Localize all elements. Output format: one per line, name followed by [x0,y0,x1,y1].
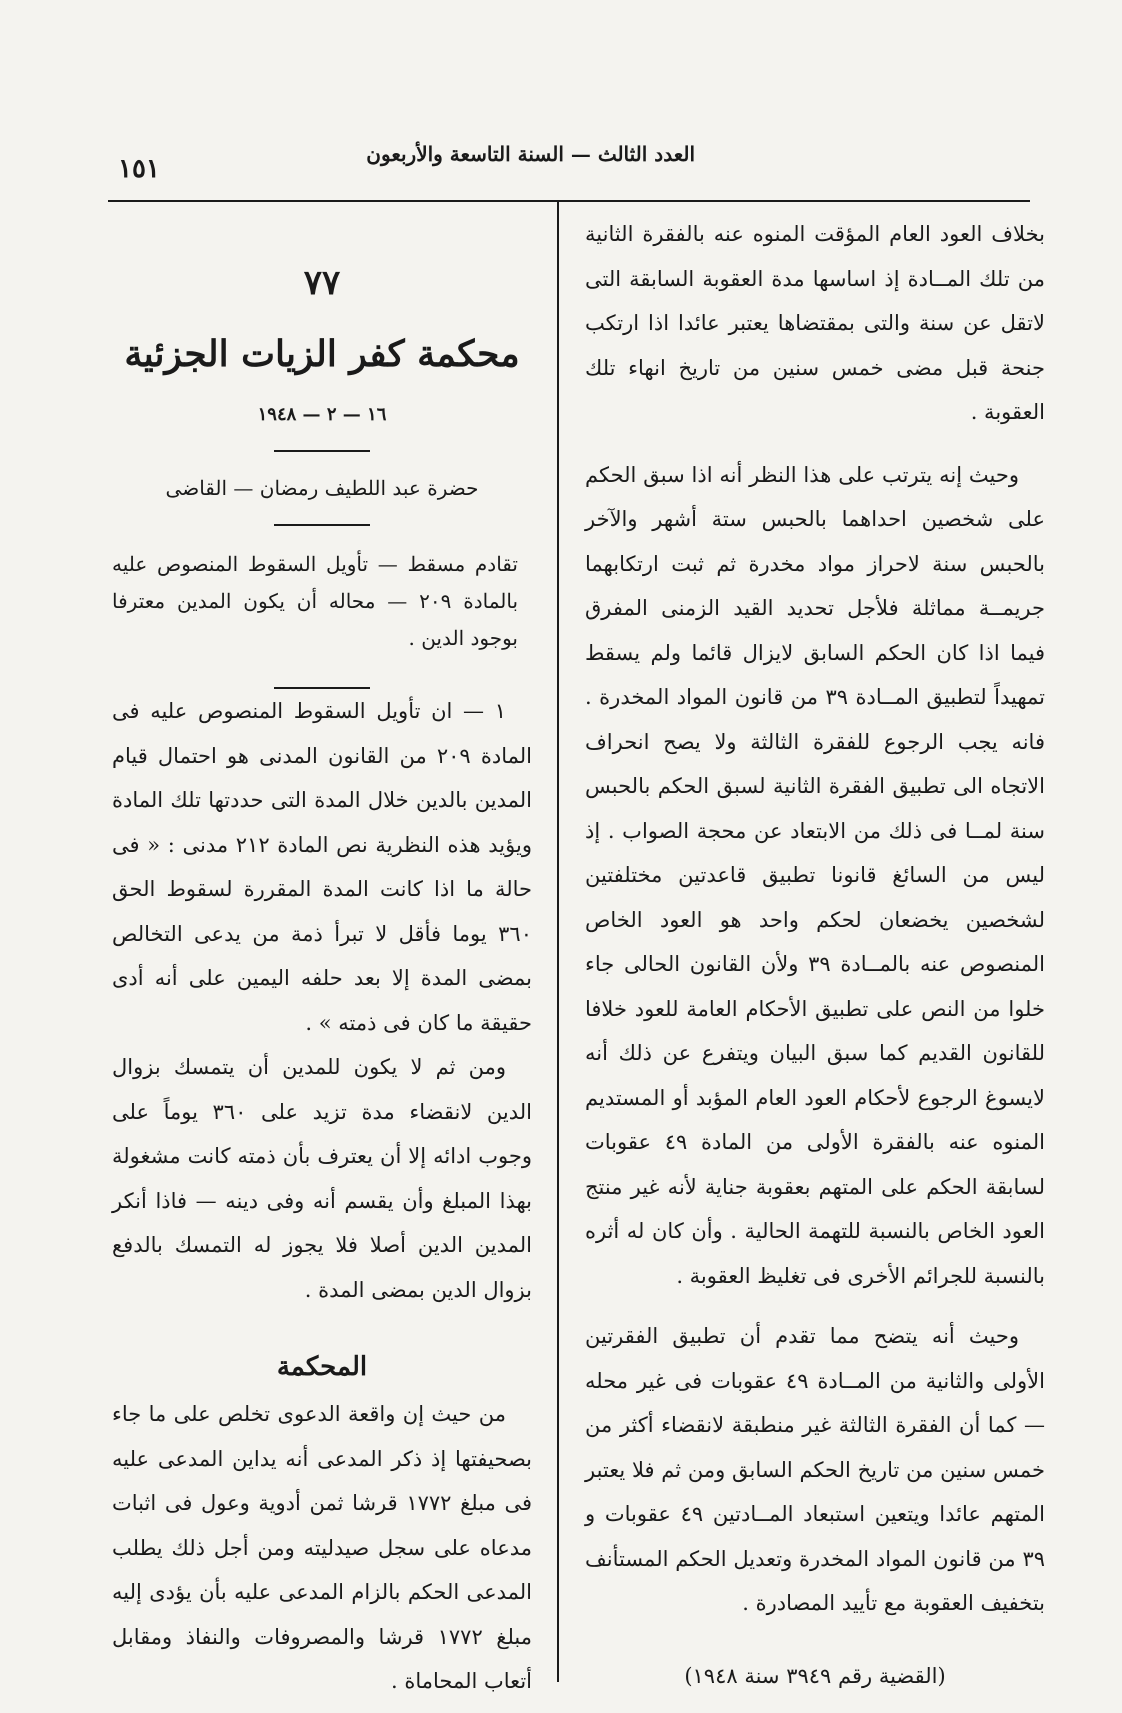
paragraph: وحيث أنه يتضح مما تقدم أن تطبيق الفقرتين الأولى والثانية من المــادة ٤٩ عقوبات فى غير محله — كما أن الفقرة الثالثة غير منطبقة لانقضاء أكثر من خمس سنين من تاريخ الحكم السابق ومن ثم فلا يعتبر المتهم عائدا ويتعين استبعاد المــادتين ٤٩ عقوبات و ٣٩ من قانون المواد المخدرة وتعديل الحكم المستأنف بتخفيف العقوبة مع تأييد المصادرة . [585,1324,1045,1615]
case-number: ٧٧ [303,263,341,303]
issue-title: العدد الثالث — السنة التاسعة والأربعون [366,142,695,166]
case-citation: (القضية رقم ٣٩٤٩ سنة ١٩٤٨) [684,1663,946,1688]
header-divider [108,200,1030,202]
legal-principle: ومن ثم لا يكون للمدين أن يتمسك بزوال الدين لانقضاء مدة تزيد على ٣٦٠ يوماً على وجوب ادائه إلا أن يعترف بأن ذمته كانت مشغولة بهذا المبلغ وأن يقسم أنه وفى دينه — فاذا أنكر المدين الدين أصلا فلا يجوز له التمسك بالدفع بزوال الدين بمضى المدة . [112,1055,532,1302]
case-summary [112,546,518,657]
page-number: ١٥١ [118,154,160,184]
summary-text: تقادم مسقط — تأويل السقوط المنصوص عليه بالمادة ٢٠٩ — محاله أن يكون المدين معترفا بوجود الدين . [112,552,519,650]
section-heading: المحكمة [276,1352,368,1382]
judge-name: حضرة عبد اللطيف رمضان — القاضى [165,476,479,500]
divider [274,524,370,526]
session-date: ١٦ — ٢ — ١٩٤٨ [257,404,387,425]
column-divider [557,202,559,1682]
paragraph: من حيث إن واقعة الدعوى تخلص على ما جاء بصحيفتها إذ ذكر المدعى أنه يداين المدعى عليه فى مبلغ ١٧٧٢ قرشا ثمن أدوية وعول فى اثبات مدعاه على سجل صيدليته ومن أجل ذلك يطلب المدعى الحكم بالزام المدعى عليه بأن يؤدى إليه مبلغ ١٧٧٢ قرشا والمصروفات والنفاذ ومقابل أتعاب المحاماة . [112,1402,532,1693]
legal-principle: ١ — ان تأويل السقوط المنصوص عليه فى المادة ٢٠٩ من القانون المدنى هو احتمال قيام المدين بالدين خلال المدة التى حددتها تلك المادة ويؤيد هذه النظرية نص المادة ٢١٢ مدنى : « فى حالة ما اذا كانت المدة المقررة لسقوط الحق ٣٦٠ يوما فأقل لا تبرأ ذمة من يدعى التخالص بمضى المدة إلا بعد حلفه اليمين على أنه أدى حقيقة ما كان فى ذمته » . [112,699,532,1035]
paragraph: بخلاف العود العام المؤقت المنوه عنه بالفقرة الثانية من تلك المــادة إذ اساسها مدة العقوبة السابقة التى لاتقل عن سنة والتى بمقتضاها يعتبر عائدا اذا ارتكب جنحة قبل مضى خمس سنين من تاريخ انهاء تلك العقوبة . [585,222,1045,424]
right-column [585,212,1045,1698]
page-header [108,128,1030,188]
left-column [112,258,532,1704]
divider [274,450,370,452]
court-name: محكمة كفر الزيات الجزئية [124,333,520,375]
paragraph: وحيث إنه يترتب على هذا النظر أنه اذا سبق الحكم على شخصين احداهما بالحبس ستة أشهر والآخر بالحبس سنة لاحراز مواد مخدرة ثم ثبت ارتكابهما جريمــة مماثلة فلأجل تحديد القيد الزمنى المفرق فيما اذا كان الحكم السابق لايزال قائما ولم يسقط تمهيداً لتطبيق المــادة ٣٩ من قانون المواد المخدرة . فانه يجب الرجوع للفقرة الثالثة ولا يصح انحراف الاتجاه الى تطبيق الفقرة الثانية لسبق الحكم بالحبس سنة لمــا فى ذلك من الابتعاد عن محجة الصواب . إذ ليس من السائغ قانونا تطبيق قاعدتين مختلفتين لشخصين يخضعان لحكم واحد هو العود الخاص المنصوص عنه بالمــادة ٣٩ ولأن القانون الحالى جاء خلوا من النص على تطبيق الأحكام العامة للعود خلافا للقانون القديم كما سبق البيان ويتفرع عن ذلك أنه لايسوغ الرجوع لأحكام العود العام المؤبد أو المستديم المنوه عنه بالفقرة الأولى من المادة ٤٩ عقوبات لسابقة الحكم على المتهم بعقوبة جناية لأنه غير منتج العود الخاص بالنسبة للتهمة الحالية . وأن كان له أثره بالنسبة للجرائم الأخرى فى تغليظ العقوبة . [585,462,1045,1288]
